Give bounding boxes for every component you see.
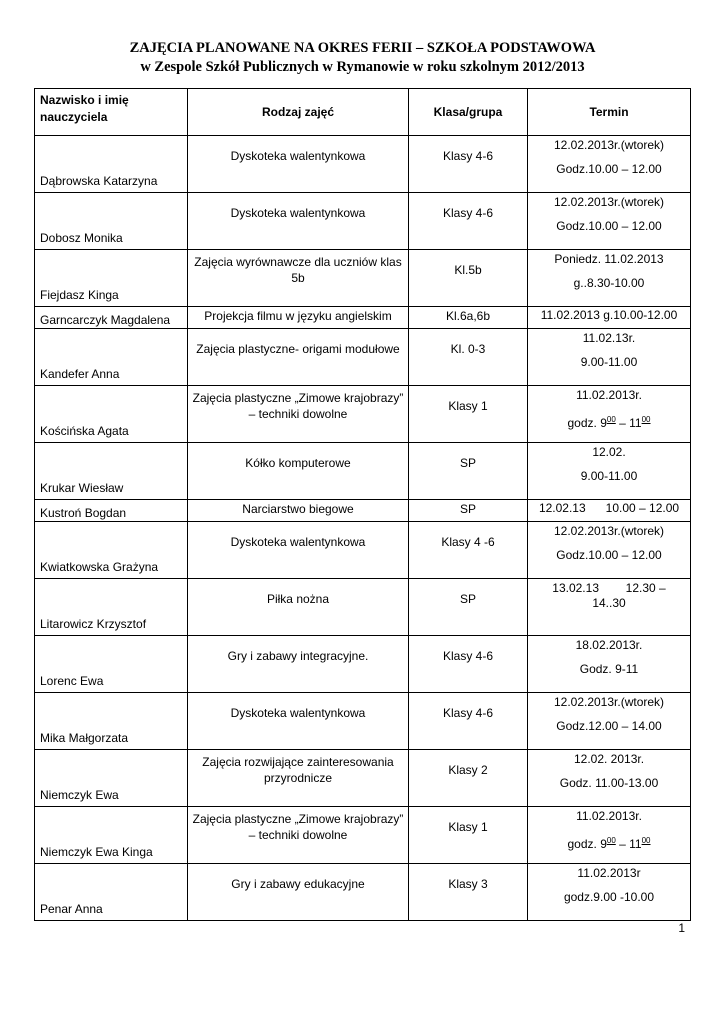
- term-cell: [528, 636, 691, 693]
- table-row: [35, 500, 691, 522]
- class-group-cell: Klasy 4-6: [409, 636, 528, 693]
- table-row: [35, 193, 691, 250]
- activity-cell: [188, 522, 409, 579]
- class-group-cell: Klasy 1: [409, 386, 528, 443]
- teacher-name-cell: Dobosz Monika: [35, 193, 188, 250]
- schedule-table: [34, 88, 691, 921]
- document-subtitle: w Zespole Szkół Publicznych w Rymanowie w roku szkolnym 2012/2013: [140, 59, 585, 75]
- class-group-cell: SP: [409, 579, 528, 636]
- term-time-prefix: godz. 9: [567, 416, 607, 430]
- class-group-cell: Kl.6a,6b: [409, 307, 528, 329]
- term-cell: [528, 250, 691, 307]
- term-line: 11.02.2013r: [577, 866, 641, 880]
- term-cell: [528, 500, 691, 522]
- activity-line: Zajęcia rozwijające zainteresowania: [202, 755, 394, 769]
- term-line: 11.02.2013r.: [576, 388, 642, 402]
- table-row: [35, 636, 691, 693]
- header-name-line2: nauczyciela: [40, 110, 108, 124]
- activity-line: Zajęcia wyrównawcze dla uczniów klas: [194, 255, 402, 269]
- activity-cell: [188, 579, 409, 636]
- table-row: [35, 136, 691, 193]
- table-row: [35, 693, 691, 750]
- term-cell: [528, 193, 691, 250]
- term-line: 12.02.2013r.(wtorek): [553, 195, 665, 209]
- activity-line: Projekcja filmu w języku angielskim: [204, 309, 392, 323]
- teacher-name-cell: Kustroń Bogdan: [35, 500, 188, 522]
- header-term: Termin: [528, 89, 691, 136]
- activity-line: Zajęcia plastyczne- origami modułowe: [196, 342, 400, 356]
- term-line: 18.02.2013r.: [575, 638, 643, 652]
- teacher-name-cell: Lorenc Ewa: [35, 636, 188, 693]
- term-time-sup1: 00: [606, 415, 616, 424]
- table-row: [35, 522, 691, 579]
- term-line: godz.9.00 -10.00: [563, 890, 655, 904]
- term-line: Godz.10.00 – 12.00: [556, 548, 662, 562]
- teacher-name-cell: Niemczyk Ewa: [35, 750, 188, 807]
- activity-cell: [188, 807, 409, 864]
- table-row: [35, 386, 691, 443]
- term-cell: [528, 864, 691, 921]
- term-line: 12.02.13 10.00 – 12.00: [538, 501, 680, 515]
- class-group-cell: Klasy 4 -6: [409, 522, 528, 579]
- term-cell: [528, 522, 691, 579]
- activity-line: Narciarstwo biegowe: [242, 502, 354, 516]
- term-line: 11.02.2013 g.10.00-12.00: [540, 308, 678, 322]
- term-line: 9.00-11.00: [580, 469, 638, 483]
- header-class-group: Klasa/grupa: [409, 89, 528, 136]
- activity-cell: [188, 443, 409, 500]
- table-row: [35, 807, 691, 864]
- term-time-sup2: 00: [641, 836, 651, 845]
- term-line: 14..30: [592, 596, 626, 610]
- teacher-name-cell: Kandefer Anna: [35, 329, 188, 386]
- teacher-name-cell: Penar Anna: [35, 864, 188, 921]
- class-group-cell: SP: [409, 443, 528, 500]
- activity-cell: [188, 329, 409, 386]
- class-group-cell: Kl. 0-3: [409, 329, 528, 386]
- activity-cell: [188, 250, 409, 307]
- term-cell: [528, 807, 691, 864]
- class-group-cell: Klasy 4-6: [409, 693, 528, 750]
- teacher-name-cell: Dąbrowska Katarzyna: [35, 136, 188, 193]
- activity-line: Gry i zabawy edukacyjne: [231, 877, 365, 891]
- class-group-cell: Klasy 3: [409, 864, 528, 921]
- teacher-name-cell: Litarowicz Krzysztof: [35, 579, 188, 636]
- table-row: [35, 443, 691, 500]
- term-cell: [528, 579, 691, 636]
- table-row: [35, 329, 691, 386]
- activity-cell: [188, 750, 409, 807]
- term-time-prefix: godz. 9: [567, 837, 607, 851]
- teacher-name-cell: Niemczyk Ewa Kinga: [35, 807, 188, 864]
- term-line: 12.02. 2013r.: [573, 752, 645, 766]
- document-title: ZAJĘCIA PLANOWANE NA OKRES FERII – SZKOŁA PODSTAWOWA: [129, 40, 596, 56]
- table-row: [35, 250, 691, 307]
- term-line: 12.02.2013r.(wtorek): [553, 138, 665, 152]
- activity-line: Dyskoteka walentynkowa: [230, 706, 366, 720]
- activity-cell: [188, 693, 409, 750]
- activity-line: Dyskoteka walentynkowa: [230, 149, 366, 163]
- term-cell: [528, 307, 691, 329]
- term-line: Godz. 9-11: [579, 662, 639, 676]
- table-row: [35, 579, 691, 636]
- term-time-line: [528, 833, 690, 852]
- class-group-cell: Klasy 1: [409, 807, 528, 864]
- term-line: Poniedz. 11.02.2013: [554, 252, 664, 266]
- activity-cell: [188, 386, 409, 443]
- table-header-row: [35, 89, 691, 136]
- term-line: 11.02.13r.: [582, 331, 636, 345]
- activity-line: przyrodnicze: [263, 771, 333, 785]
- class-group-cell: Kl.5b: [409, 250, 528, 307]
- term-line: g..8.30-10.00: [573, 276, 645, 290]
- term-cell: [528, 750, 691, 807]
- header-activity: Rodzaj zajęć: [188, 89, 409, 136]
- term-cell: [528, 329, 691, 386]
- term-time-line: [528, 412, 690, 431]
- teacher-name-cell: Kwiatkowska Grażyna: [35, 522, 188, 579]
- term-cell: [528, 443, 691, 500]
- class-group-cell: Klasy 4-6: [409, 136, 528, 193]
- header-name-line1: Nazwisko i imię: [40, 93, 129, 107]
- class-group-cell: SP: [409, 500, 528, 522]
- term-line: 12.02.2013r.(wtorek): [553, 695, 665, 709]
- teacher-name-cell: Fiejdasz Kinga: [35, 250, 188, 307]
- table-row: [35, 750, 691, 807]
- teacher-name-cell: Garncarczyk Magdalena: [35, 307, 188, 329]
- activity-line: Dyskoteka walentynkowa: [230, 206, 366, 220]
- page-number: 1: [678, 921, 685, 935]
- term-line: 12.02.: [592, 445, 626, 459]
- term-line: Godz.10.00 – 12.00: [556, 162, 662, 176]
- table-row: [35, 864, 691, 921]
- activity-line: 5b: [291, 271, 305, 285]
- term-time-sup2: 00: [641, 415, 651, 424]
- term-cell: [528, 693, 691, 750]
- activity-line: – techniki dowolne: [248, 828, 348, 842]
- term-time-mid: – 11: [615, 837, 642, 851]
- term-line: Godz.12.00 – 14.00: [556, 719, 662, 733]
- term-line: 9.00-11.00: [580, 355, 638, 369]
- activity-cell: [188, 307, 409, 329]
- term-time-mid: – 11: [615, 416, 642, 430]
- term-cell: [528, 136, 691, 193]
- activity-line: Zajęcia plastyczne „Zimowe krajobrazy”: [192, 391, 404, 405]
- table-row: [35, 307, 691, 329]
- term-line: 11.02.2013r.: [576, 809, 642, 823]
- activity-line: Zajęcia plastyczne „Zimowe krajobrazy”: [192, 812, 404, 826]
- activity-line: Gry i zabawy integracyjne.: [227, 649, 369, 663]
- term-line: 13.02.13 12.30 –: [552, 581, 666, 595]
- activity-cell: [188, 500, 409, 522]
- term-line: Godz. 11.00-13.00: [559, 776, 659, 790]
- activity-line: Kółko komputerowe: [245, 456, 351, 470]
- activity-cell: [188, 636, 409, 693]
- term-line: Godz.10.00 – 12.00: [556, 219, 662, 233]
- activity-cell: [188, 864, 409, 921]
- activity-line: Piłka nożna: [266, 592, 330, 606]
- activity-line: Dyskoteka walentynkowa: [230, 535, 366, 549]
- header-teacher-name: [35, 89, 188, 136]
- class-group-cell: Klasy 4-6: [409, 193, 528, 250]
- term-line: 12.02.2013r.(wtorek): [553, 524, 665, 538]
- class-group-cell: Klasy 2: [409, 750, 528, 807]
- activity-cell: [188, 193, 409, 250]
- term-cell: [528, 386, 691, 443]
- term-time-sup1: 00: [606, 836, 616, 845]
- teacher-name-cell: Kościńska Agata: [35, 386, 188, 443]
- activity-cell: [188, 136, 409, 193]
- teacher-name-cell: Mika Małgorzata: [35, 693, 188, 750]
- teacher-name-cell: Krukar Wiesław: [35, 443, 188, 500]
- activity-line: – techniki dowolne: [248, 407, 348, 421]
